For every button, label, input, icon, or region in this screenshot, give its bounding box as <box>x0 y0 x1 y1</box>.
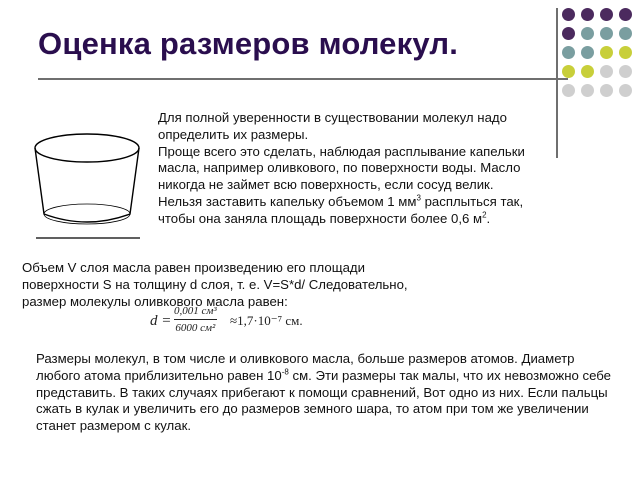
decor-dot <box>562 65 575 78</box>
decor-dot-grid <box>562 8 633 98</box>
decor-dot <box>581 27 594 40</box>
decor-dot <box>581 46 594 59</box>
decor-dot <box>581 8 594 21</box>
slide-title: Оценка размеров молекул. <box>38 26 459 61</box>
decor-dot <box>581 65 594 78</box>
decor-dot <box>562 8 575 21</box>
vessel-icon <box>28 126 146 241</box>
decor-horizontal-line <box>38 78 568 80</box>
decor-dot <box>600 65 613 78</box>
decor-dot <box>562 84 575 97</box>
decor-dot <box>619 46 632 59</box>
decor-dot <box>600 46 613 59</box>
formula-fraction <box>174 304 217 335</box>
decor-dot <box>562 27 575 40</box>
decor-dot <box>619 84 632 97</box>
volume-paragraph: Объем V слоя масла равен произведению его площади поверхности S на толщину d слоя, т. е. V=S*d/ Следовательно, размер молекулы оливкового масла равен: <box>22 260 408 309</box>
formula-denominator: 6000 см² <box>175 322 216 334</box>
formula-numerator: 0,001 см³ <box>174 305 217 317</box>
formula-result: ≈1,7·10⁻⁷ см. <box>230 313 303 328</box>
decor-dot <box>600 8 613 21</box>
decor-dot <box>600 27 613 40</box>
atom-size-paragraph: Размеры молекул, в том числе и оливкового масла, больше размеров атомов. Диаметр любого атома приблизительно равен $10^{-8}$ см. Эти размеры так малы, что их невозможно себе представить. В таких случаях прибегают к помощи сравнений, Вот одно из них. Если пальцы сжать в кулак и увеличить его до размеров земного шара, то атом при том же увеличении станет размером с кулак. <box>36 351 612 434</box>
formula-lhs: d = <box>150 313 172 329</box>
decor-dot <box>562 46 575 59</box>
decor-dot <box>581 84 594 97</box>
decor-dot <box>619 65 632 78</box>
intro-paragraph: Для полной уверенности в существовании молекул надо определить их размеры. Проще всего это сделать, наблюдая расплывание капельки масла, например оливкового, по поверхности воды. Масло никогда не займет всю поверхность, если сосуд велик. Нельзя заставить капельку объемом 1 $мм^3$ расплыться так, чтобы она заняла площадь поверхности более 0,6 $м^2$. <box>158 110 525 226</box>
decor-dot <box>600 84 613 97</box>
molecule-size-formula <box>150 304 360 338</box>
decor-dot <box>619 27 632 40</box>
decor-dot <box>619 8 632 21</box>
